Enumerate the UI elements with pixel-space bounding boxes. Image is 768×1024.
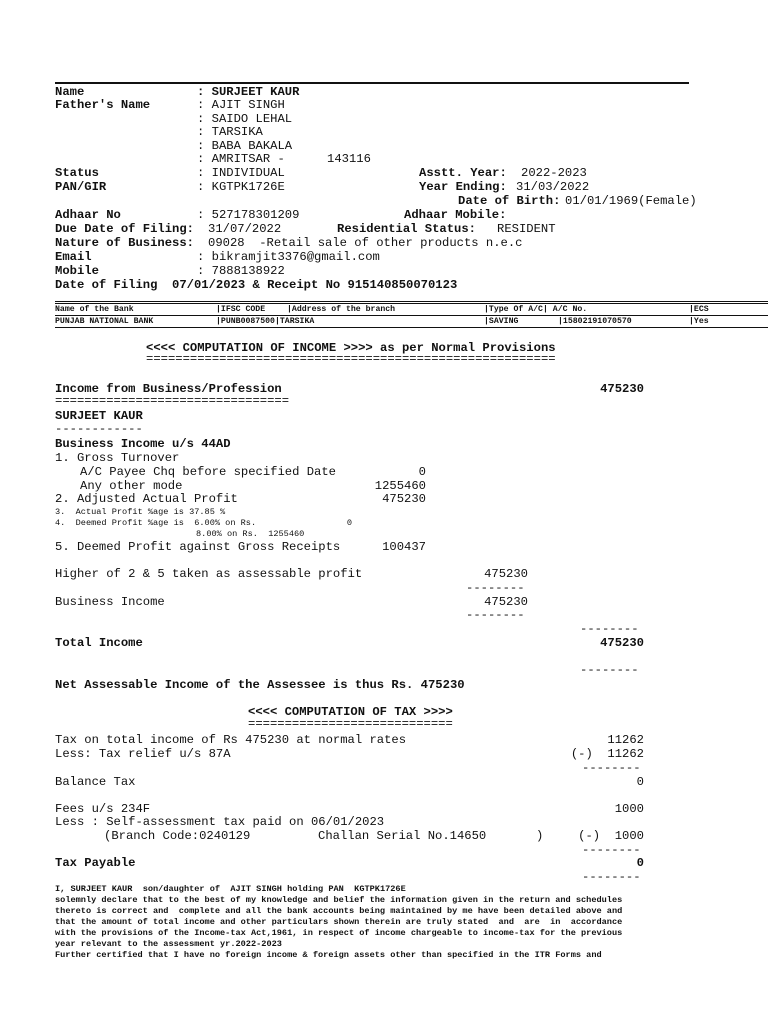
bank-table-bottom-rule: [55, 327, 768, 328]
address-line-3: : BABA BAKALA: [197, 139, 293, 153]
gross-turnover-label: 1. Gross Turnover: [55, 451, 180, 465]
due-date-value: 31/07/2022: [208, 222, 282, 236]
declaration-prefix: I,: [55, 884, 71, 894]
tax-payable-label: Tax Payable: [55, 856, 136, 870]
address-line-1: : SAIDO LEHAL: [197, 112, 293, 126]
pan-value: : KGTPK1726E: [197, 180, 285, 194]
dash-7: --------: [582, 870, 641, 884]
dash-5: --------: [582, 761, 641, 775]
nature-label: Nature of Business:: [55, 236, 194, 250]
bp-value: 475230: [600, 382, 644, 396]
dash-3: --------: [580, 622, 639, 636]
bank-header-type-acno: |Type Of A/C| A/C No.: [484, 305, 588, 314]
declaration-pan: KGTPK1726E: [354, 884, 406, 894]
declaration-line-5: with the provisions of the Income-tax Act,1961, in respect of income chargeable to income-tax for the previous: [55, 928, 623, 938]
aadhaar-label: Adhaar No: [55, 208, 121, 222]
challan-serial: Challan Serial No.14650: [318, 829, 487, 843]
fees-234f-value: 1000: [614, 802, 644, 816]
asst-year-label: Asstt. Year:: [419, 166, 507, 180]
bank-row-ecs: |Yes: [689, 317, 709, 326]
declaration-line-1: [55, 884, 406, 894]
business-income-value: 475230: [484, 595, 528, 609]
section-44ad: Business Income u/s 44AD: [55, 437, 231, 451]
payee-chq-label: A/C Payee Chq before specified Date: [80, 465, 336, 479]
tax-heading: <<<< COMPUTATION OF TAX >>>>: [248, 705, 453, 719]
address-line-4: : AMRITSAR -: [197, 152, 285, 166]
other-mode-value: 1255460: [374, 479, 426, 493]
declaration-line-7: Further certified that I have no foreign income & foreign assets other than specified in the ITR Forms and: [55, 950, 602, 960]
bp-label: Income from Business/Profession: [55, 382, 282, 396]
dash-6: --------: [582, 843, 641, 857]
bank-header-name: Name of the Bank: [55, 305, 134, 314]
bank-table-top-rule-2: [55, 303, 768, 304]
tax-total-income-label: Tax on total income of Rs 475230 at normal rates: [55, 733, 407, 747]
higher-label: Higher of 2 & 5 taken as assessable profit: [55, 567, 363, 581]
tax-payable-value: 0: [636, 856, 644, 870]
bank-table-header-rule: [55, 315, 768, 316]
bank-row-acno: |15802191070570: [558, 317, 632, 326]
status-value: : INDIVIDUAL: [197, 166, 285, 180]
dob-label: Date of Birth:: [458, 194, 561, 208]
aadhaar-value: : 527178301209: [197, 208, 300, 222]
person-name: SURJEET KAUR: [55, 409, 143, 423]
tax-heading-rule: ============================: [248, 717, 453, 731]
adjusted-profit-label: 2. Adjusted Actual Profit: [55, 492, 238, 506]
pan-label: PAN/GIR: [55, 180, 107, 194]
nature-value: 09028 -Retail sale of other products n.e.c: [208, 236, 523, 250]
fees-234f-label: Fees u/s 234F: [55, 802, 151, 816]
net-assessable-income: Net Assessable Income of the Assessee is thus Rs. 475230: [55, 678, 465, 692]
self-assessment-label: Less : Self-assessment tax paid on 06/01/2023: [55, 815, 385, 829]
income-heading-rule: ========================================================: [146, 352, 556, 366]
other-mode-label: Any other mode: [80, 479, 183, 493]
higher-value: 475230: [484, 567, 528, 581]
declaration-name: SURJEET KAUR: [70, 884, 133, 894]
tax-relief-value: (-) 11262: [570, 747, 644, 761]
due-date-label: Due Date of Filing:: [55, 222, 194, 236]
filing-line: Date of Filing 07/01/2023 & Receipt No 915140850070123: [55, 278, 458, 292]
deemed-profit-6-value: 0: [346, 518, 352, 528]
income-heading: <<<< COMPUTATION OF INCOME >>>> as per Normal Provisions: [146, 341, 556, 355]
declaration-line-6: year relevant to the assessment yr.2022-2023: [55, 939, 282, 949]
declaration-line-2: solemnly declare that to the best of my knowledge and belief the information given in the return and schedules: [55, 895, 623, 905]
bank-table-top-rule: [55, 301, 768, 302]
bank-header-ifsc: |IFSC CODE: [216, 305, 266, 314]
email-label: Email: [55, 250, 92, 264]
name-value: : SURJEET KAUR: [197, 85, 300, 99]
bank-header-address: |Address of the branch: [287, 305, 396, 314]
dob-value: 01/01/1969(Female): [565, 194, 697, 208]
person-rule: ------------: [55, 422, 143, 436]
bank-header-ecs: |ECS: [689, 305, 709, 314]
dash-1: --------: [466, 581, 525, 595]
total-income-value: 475230: [600, 636, 644, 650]
dash-4: --------: [580, 663, 639, 677]
deemed-profit-8: 8.00% on Rs. 1255460: [196, 529, 305, 539]
declaration-relation: son/daughter of: [132, 884, 231, 894]
year-ending-label: Year Ending:: [419, 180, 507, 194]
adjusted-profit-value: 475230: [382, 492, 426, 506]
declaration-father: AJIT SINGH: [230, 884, 282, 894]
balance-tax-label: Balance Tax: [55, 775, 136, 789]
pin-code: 143116: [327, 152, 371, 166]
balance-tax-value: 0: [636, 775, 644, 789]
tax-relief-label: Less: Tax relief u/s 87A: [55, 747, 231, 761]
bank-row-name: PUNJAB NATIONAL BANK: [55, 317, 154, 326]
residential-value: RESIDENT: [497, 222, 556, 236]
email-value: : bikramjit3376@gmail.com: [197, 250, 380, 264]
dash-2: --------: [466, 608, 525, 622]
bank-row-type: |SAVING: [484, 317, 519, 326]
business-income-label: Business Income: [55, 595, 165, 609]
payee-chq-value: 0: [418, 465, 426, 479]
asst-year-value: 2022-2023: [521, 166, 587, 180]
tax-total-income-value: 11262: [607, 733, 644, 747]
year-ending-value: 31/03/2022: [516, 180, 590, 194]
bank-row-ifsc-address: |PUNB0087500|TARSIKA: [216, 317, 315, 326]
declaration-line-3: thereto is correct and complete and all the bank accounts being maintained by me have been detailed above and: [55, 906, 623, 916]
actual-profit-percent: 3. Actual Profit %age is 37.85 %: [55, 507, 226, 517]
address-line-2: : TARSIKA: [197, 125, 263, 139]
self-assessment-value: (-) 1000: [578, 829, 644, 843]
declaration-holding: holding PAN: [281, 884, 355, 894]
total-income-label: Total Income: [55, 636, 143, 650]
residential-label: Residential Status:: [337, 222, 476, 236]
deemed-profit-6: 4. Deemed Profit %age is 6.00% on Rs.: [55, 518, 257, 528]
deemed-profit-gross-label: 5. Deemed Profit against Gross Receipts: [55, 540, 341, 554]
mobile-value: : 7888138922: [197, 264, 285, 278]
top-rule: [55, 82, 689, 84]
deemed-profit-gross-value: 100437: [382, 540, 426, 554]
father-value: : AJIT SINGH: [197, 98, 285, 112]
status-label: Status: [55, 166, 99, 180]
bp-rule: ================================: [55, 394, 290, 408]
mobile-label: Mobile: [55, 264, 99, 278]
challan-close-paren: ): [536, 829, 544, 843]
aadhaar-mobile-label: Adhaar Mobile:: [404, 208, 507, 222]
name-label: Name: [55, 85, 85, 99]
father-label: Father's Name: [55, 98, 151, 112]
branch-code: (Branch Code:0240129: [104, 829, 251, 843]
declaration-line-4: that the amount of total income and other particulars shown therein are truly stated and are in accordance: [55, 917, 623, 927]
